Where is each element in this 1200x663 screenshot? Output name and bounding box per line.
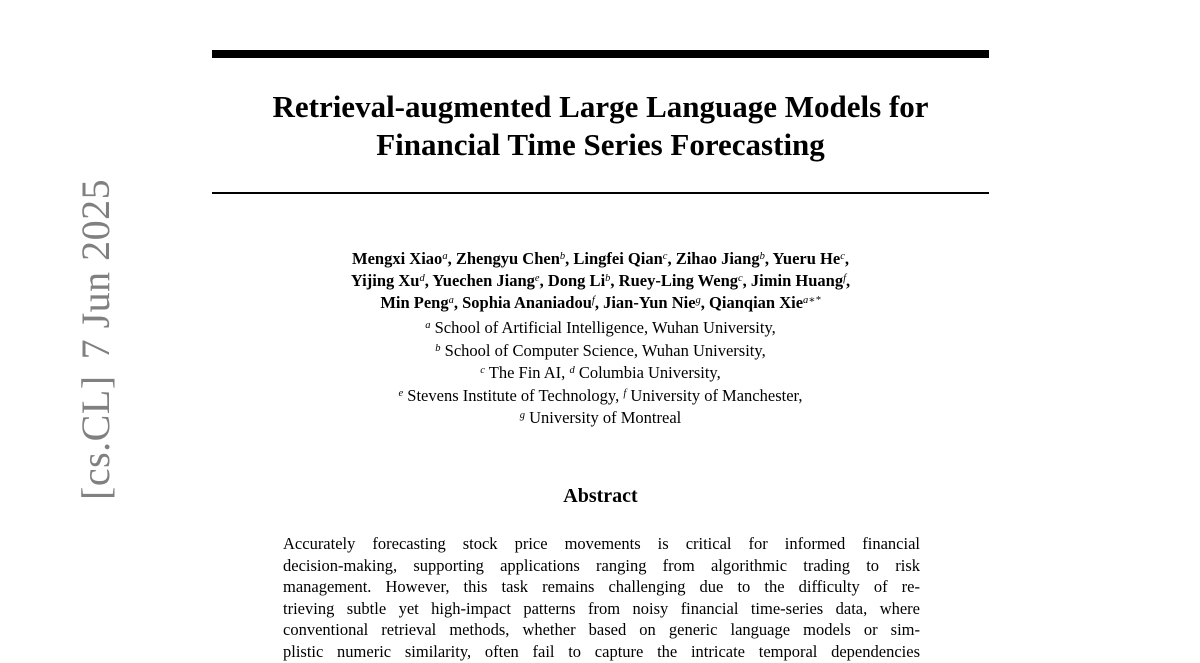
author-affil-mark: g [695, 295, 701, 306]
title-rule [212, 192, 989, 194]
author-affil-mark: e [534, 273, 540, 284]
author-affil-mark: b [759, 251, 765, 262]
abstract-line: Accurately forecasting stock price movements is critical for informed financial [283, 534, 920, 553]
author-name: Lingfei Qian [573, 249, 663, 268]
author-affil-mark: c [840, 251, 845, 262]
author-name: Sophia Ananiadou [462, 293, 592, 312]
author-name: Zihao Jiang [675, 249, 760, 268]
abstract-line: conventional retrieval methods, whether based on generic language models or sim- [283, 620, 920, 640]
author-name: Yueru He [772, 249, 841, 268]
author-affil-mark: c [662, 251, 668, 262]
author-list [212, 248, 989, 314]
author-name: Jian-Yun Nie [603, 293, 696, 312]
paper-title [212, 88, 989, 164]
author-name: Zhengyu Chen [455, 249, 560, 268]
author-name: Qianqian Xie [709, 293, 804, 312]
abstract-body [283, 533, 920, 663]
affiliation-line: $^e$ Stevens Institute of Technology, $^f$ University of Manchester, [398, 385, 803, 405]
arxiv-category: [cs.CL] [73, 375, 118, 500]
affiliation-line: $^g$ University of Montreal [519, 408, 682, 427]
arxiv-side-stamp [72, 163, 119, 500]
author-affil-mark: a [448, 295, 454, 306]
author-affil-mark: b [605, 273, 611, 284]
author-line-3: Min Peng$^a$, Sophia Ananiadou$^f$, Jian-Yun Nie$^g$, Qianqian Xie$^{a∗*}$ [380, 293, 821, 312]
author-affil-mark: a [442, 251, 448, 262]
author-affil-mark: c [738, 273, 743, 284]
author-affil-mark: b [559, 251, 566, 262]
author-line-1: Mengxi Xiao$^a$, Zhengyu Chen$^b$, Lingfei Qian$^c$, Zihao Jiang$^b$, Yueru He$^c$, [352, 249, 849, 268]
author-name: Min Peng [380, 293, 449, 312]
abstract-line: trieving subtle yet high-impact patterns from noisy financial time-series data, where [283, 598, 920, 618]
author-name: Ruey-Ling Weng [618, 271, 738, 290]
author-affil-mark: f [591, 295, 595, 306]
abstract-line: decision-making, supporting applications ranging from algorithmic trading to risk [283, 555, 920, 575]
author-affil-mark: d [419, 273, 425, 284]
author-name: Mengxi Xiao [352, 249, 443, 268]
abstract-line: plistic numeric similarity, often fail to capture the intricate temporal dependencies [283, 641, 920, 661]
top-rule [212, 50, 989, 58]
arxiv-date: 7 Jun 2025 [73, 178, 118, 360]
author-affil-mark: f [843, 273, 846, 284]
corresponding-author-mark: a [803, 295, 809, 306]
author-name: Yijing Xu [350, 271, 420, 290]
abstract-line: management. However, this task remains challenging due to the difficulty of re- [283, 577, 920, 597]
affiliation-list [212, 317, 989, 430]
affiliation-line: $^c$ The Fin AI, $^d$ Columbia University, [480, 363, 721, 382]
author-line-2: Yijing Xu$^d$, Yuechen Jiang$^e$, Dong Li$^b$, Ruey-Ling Weng$^c$, Jimin Huang$^f$, [350, 271, 851, 290]
author-name: Dong Li [547, 271, 606, 290]
title-line-2: Financial Time Series Forecasting [376, 127, 825, 162]
title-line-1: Retrieval-augmented Large Language Models for [272, 89, 929, 124]
author-name: Jimin Huang [750, 271, 844, 290]
affiliation-line: $^a$ School of Artificial Intelligence, Wuhan University, [425, 318, 776, 337]
abstract-heading: Abstract [563, 485, 638, 507]
author-name: Yuechen Jiang [432, 271, 535, 290]
affiliation-line: $^b$ School of Computer Science, Wuhan University, [435, 340, 766, 360]
